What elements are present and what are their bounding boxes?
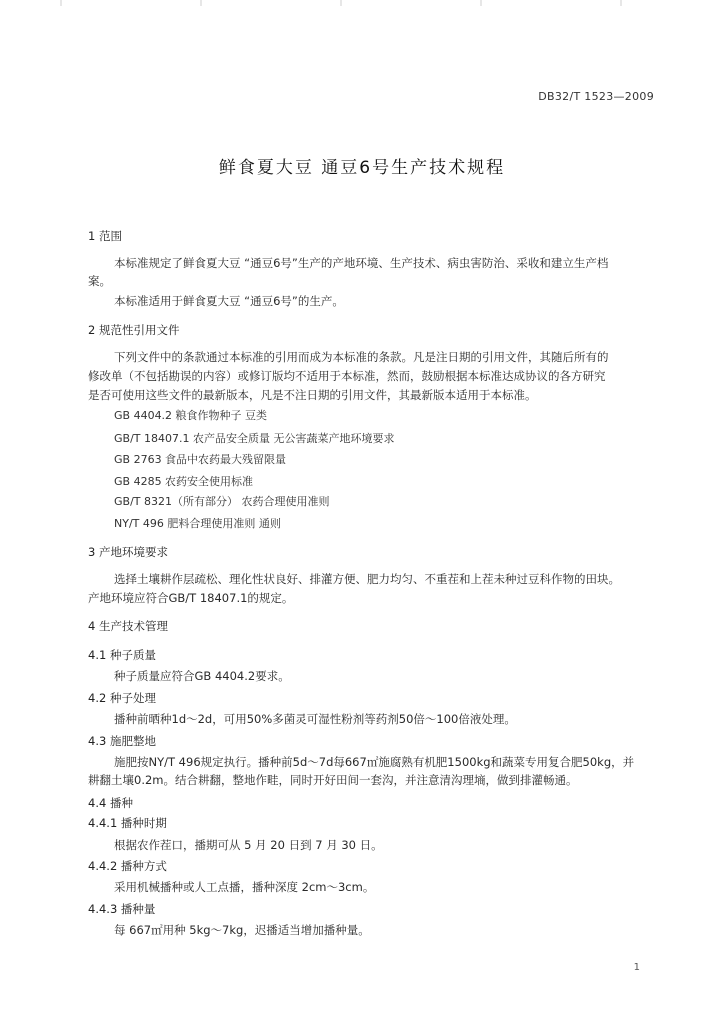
page-number: 1 <box>633 962 640 973</box>
reference-item: GB/T 18407.1 农产品安全质量 无公害蔬菜产地环境要求 <box>114 432 395 445</box>
section-4-4-heading: 4.4 播种 <box>88 796 133 810</box>
reference-item: NY/T 496 肥料合理使用准则 通则 <box>114 517 281 530</box>
section-1-para2: 本标准适用于鲜食夏大豆 “通豆6号”的生产。 <box>114 294 344 308</box>
reference-item: GB 4285 农药安全使用标准 <box>114 475 254 488</box>
reference-item: GB 4404.2 粮食作物种子 豆类 <box>114 409 268 422</box>
section-2-para-line3: 是否可使用这些文件的最新版本，凡是不注日期的引用文件，其最新版本适用于本标准。 <box>88 388 537 402</box>
standard-code: DB32/T 1523—2009 <box>538 90 654 103</box>
section-4-4-2-heading: 4.4.2 播种方式 <box>88 859 167 873</box>
scan-edge-noise <box>0 0 724 6</box>
section-4-heading: 4 生产技术管理 <box>88 619 168 633</box>
reference-item: GB 2763 食品中农药最大残留限量 <box>114 453 287 466</box>
section-4-4-1-heading: 4.4.1 播种时期 <box>88 816 167 830</box>
section-4-3-heading: 4.3 施肥整地 <box>88 734 156 748</box>
section-4-4-2-text: 采用机械播种或人工点播，播种深度 2cm～3cm。 <box>114 880 375 894</box>
section-2-para-line1: 下列文件中的条款通过本标准的引用而成为本标准的条款。凡是注日期的引用文件，其随后所有的 <box>114 350 609 364</box>
section-3-para-line2: 产地环境应符合GB/T 18407.1的规定。 <box>88 591 294 605</box>
section-4-1-text: 种子质量应符合GB 4404.2要求。 <box>114 669 290 683</box>
section-1-para1-line1: 本标准规定了鲜食夏大豆 “通豆6号”生产的产地环境、生产技术、病虫害防治、采收和建立生产档 <box>114 256 609 270</box>
section-3-heading: 3 产地环境要求 <box>88 545 168 559</box>
section-4-4-1-text: 根据农作茬口，播期可从 5 月 20 日到 7 月 30 日。 <box>114 838 383 852</box>
section-4-4-3-text: 每 667㎡用种 5kg～7kg，迟播适当增加播种量。 <box>114 923 370 937</box>
document-title: 鲜食夏大豆 通豆6号生产技术规程 <box>218 158 506 178</box>
section-4-4-3-heading: 4.4.3 播种量 <box>88 902 156 916</box>
reference-item: GB/T 8321（所有部分） 农药合理使用准则 <box>114 495 330 508</box>
section-4-3-line2: 耕翻土壤0.2m。结合耕翻，整地作畦，同时开好田间一套沟，并注意清沟理墒，做到排灌畅通。 <box>88 773 578 787</box>
section-4-2-heading: 4.2 种子处理 <box>88 691 156 705</box>
section-4-3-line1: 施肥按NY/T 496规定执行。播种前5d～7d每667㎡施腐熟有机肥1500kg和蔬菜专用复合肥50kg，并 <box>114 755 635 769</box>
section-1-para1-line2: 案。 <box>88 274 111 288</box>
section-3-para-line1: 选择土壤耕作层疏松、理化性状良好、排灌方便、肥力均匀、不重茬和上茬未种过豆科作物的田块。 <box>114 572 620 586</box>
section-2-para-line2: 修改单（不包括勘误的内容）或修订版均不适用于本标准，然而，鼓励根据本标准达成协议的各方研究 <box>88 369 606 383</box>
section-4-1-heading: 4.1 种子质量 <box>88 648 156 662</box>
section-2-heading: 2 规范性引用文件 <box>88 323 180 337</box>
section-1-heading: 1 范围 <box>88 229 122 243</box>
section-4-2-text: 播种前晒种1d～2d，可用50%多菌灵可湿性粉剂等药剂50倍～100倍液处理。 <box>114 712 516 726</box>
